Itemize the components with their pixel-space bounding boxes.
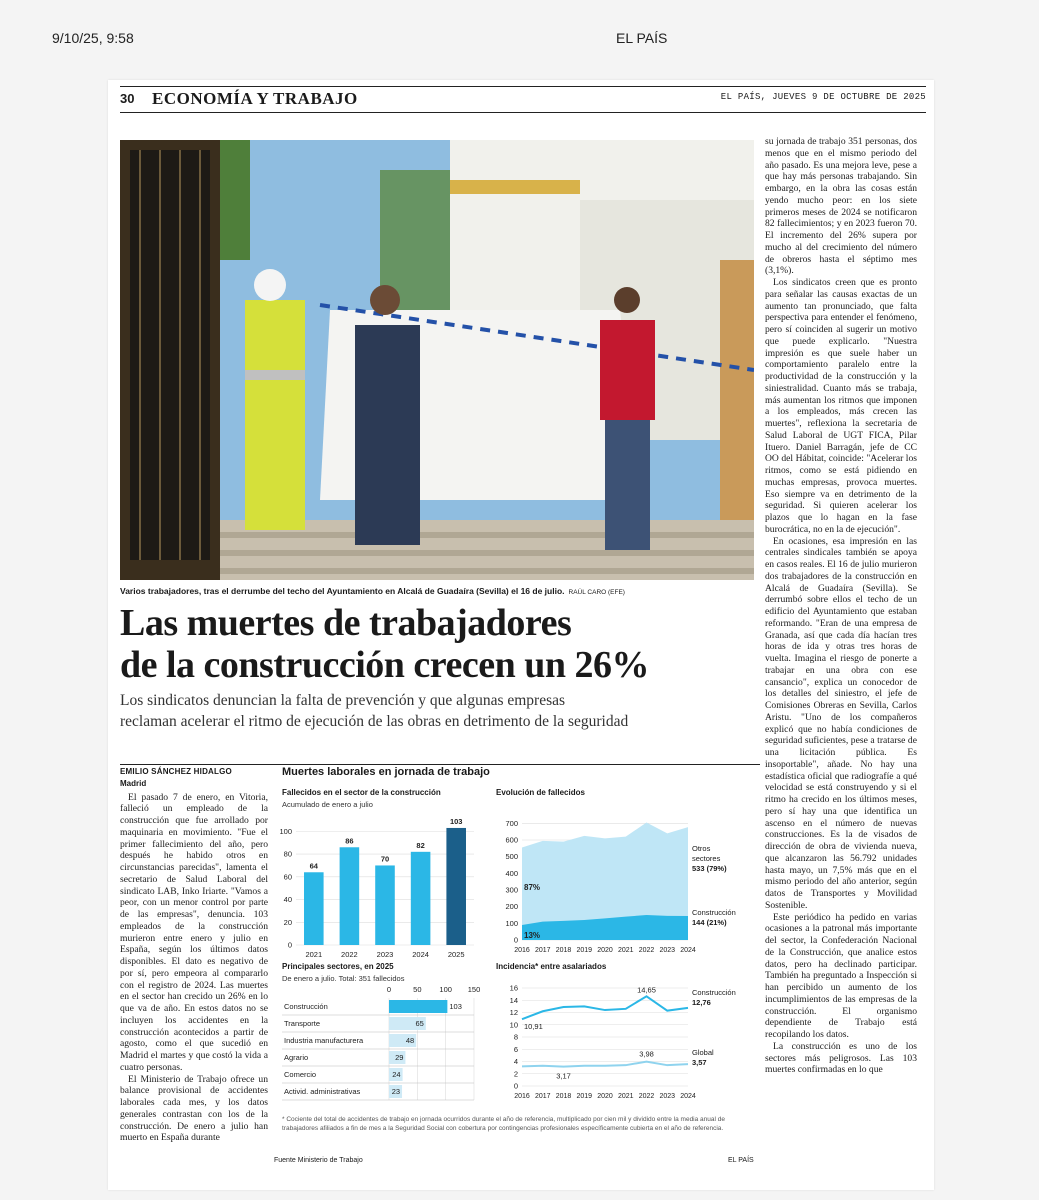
paragraph: En ocasiones, esa impresión en las centrales sindicales también se apoya en casos reales. El 16 de julio murieron dos trabajadores de la construcción en Alcalá de Guadaíra (Sevilla). Se derrumbó sobre ellos el techo de un edificio del Ayuntamiento que estaban reformando. "Eran de una empresa de Granada, así que cada día hacían tres horas de ida y otras tres horas de vuelta. Imagina el riesgo de ponerte a trabajar en una obra con ese cansancio", explica un conocedor de los detalles del siniestro, el jefe de Comisiones Obreras en Sevilla, Carlos Aristu. "Uno de los compañeros explicó que no había condiciones de seguridad suficientes, pese a tratarse de una licitación pública. Es insoportable", añade. No hay una estadística oficial que radiografíe a qué velocidad se está construyendo y si el ritmo ha crecido en los últimos meses, pero sí hay una que identifica un ascenso en el número de nuevas construcciones. Es la de visados de dirección de obra de vivienda nueva, que alcanzaron las 56.792 unidades hasta mayo, un 7,5% más que en el mismo periodo del año anterior, según datos de Transportes y Movilidad Sostenible. (765, 535, 917, 911)
y-tick-label: 200 (505, 902, 518, 912)
area-percent-others: 87% (524, 883, 541, 892)
line-label-first: 10,91 (524, 1022, 543, 1032)
x-tick-label: 2022 (638, 947, 655, 954)
hbar-chart (274, 984, 484, 1109)
hbar-chart-subtitle: De enero a julio. Total: 351 fallecidos (282, 974, 405, 983)
byline-author: EMILIO SÁNCHEZ HIDALGO (120, 767, 232, 776)
page-number: 30 (120, 91, 135, 106)
line-label-global-min: 3,17 (556, 1071, 571, 1081)
page-header (120, 90, 926, 112)
subheadline-line-2: reclaman acelerar el ritmo de ejecución de las obras en detrimento de la seguridad (120, 713, 629, 730)
x-tick-label: 2020 (597, 1093, 613, 1100)
bar (375, 865, 395, 945)
photo-credit: RAÚL CARO (EFE) (568, 589, 625, 596)
area-legend-others-line2: sectores (692, 854, 721, 863)
subheadline-line-1: Los sindicatos denuncian la falta de prevención y que algunas empresas (120, 692, 566, 709)
x-tick-label: 150 (467, 985, 481, 994)
y-tick-label: 0 (287, 940, 292, 950)
bar (340, 847, 360, 945)
area-legend-construction-value: 144 (21%) (692, 918, 727, 927)
x-tick-label: 2019 (576, 1093, 593, 1100)
y-tick-label: 4 (513, 1057, 518, 1066)
caption-text: Varios trabajadores, tras el derrumbe del techo del Ayuntamiento en Alcalá de Guadaíra (Sevilla) el 16 de julio. (120, 586, 565, 596)
headline-line-2: de la construcción crecen un 26% (120, 644, 649, 686)
bar-chart-subtitle: Acumulado de enero a julio (282, 800, 373, 809)
hbar-chart-title: Principales sectores, en 2025 (282, 962, 394, 971)
category-label: Activid. administrativas (284, 1087, 361, 1096)
left-column (120, 766, 268, 1144)
y-tick-label: 100 (505, 918, 518, 928)
infographic (274, 766, 754, 1178)
area-percent-construction: 13% (524, 931, 541, 940)
bar (389, 1000, 447, 1013)
x-tick-label: 2024 (680, 947, 696, 954)
x-tick-label: 2023 (659, 947, 676, 954)
paragraph: Los sindicatos creen que es pronto para señalar las causas exactas de un aumento tan pronunciado, que falta perspectiva para entender el fenómeno, pero sí coinciden al sugerir un motivo que puede explicarlo. "Nuestra impresión es que suele haber un comportamiento paralelo entre la productividad de la construcción y la siniestralidad. Cuanto más se trabaja, más aumentan los ritmos que imponen a los empleados, más crecen las muertes", reflexiona la secretaria de Salud Laboral de UGT FICA, Pilar Ituero. Daniel Barragán, jefe de CC OO del Hábitat, coincide: "Acelerar los ritmos, como se está pidiendo en muchas empresas, provoca muertes. Eso siempre va en detrimento de la seguridad. Si quieren acelerar los plazos que lo hagan en la fase burocrática, no en la de ejecución". (765, 277, 917, 535)
top-rule (120, 86, 926, 87)
infographic-title: Muertes laborales en jornada de trabajo (282, 766, 490, 778)
series-line-0 (522, 996, 688, 1019)
x-tick-label: 2023 (659, 1093, 676, 1100)
x-tick-label: 2023 (376, 950, 394, 959)
y-tick-label: 6 (513, 1044, 518, 1054)
line-legend-construction-line1: Construcción (692, 988, 736, 997)
data-label: 70 (380, 854, 390, 864)
y-tick-label: 60 (283, 872, 292, 882)
y-tick-label: 600 (505, 835, 518, 845)
line-label-peak: 14,65 (637, 985, 656, 995)
paragraph: El pasado 7 de enero, en Vitoria, falleció un empleado de la construcción que fue arrollado por maquinaria en movimiento. "Fue el primer fallecimiento del año, pero después he habido otros en circunstancias parecidas", lamenta el secretario de Salud Laboral del sindicato LAB, Inko Iriarte. "Vamos a peor, con un menor control por parte de las empresas", denuncia. 103 empleados de la construcción murieron entre enero y julio en España, según los últimos datos disponibles. El dato es negativo de por sí, pero empeora al compararlo con el registro de 2024. Las muertes en el sector han crecido un 26% en lo que va de año. En estos datos no se incluyen los accidentes en la construcción acontecidos a partir de agosto, como el que sucedió en Madrid el martes y que costó la vida a cuatro personas. (120, 791, 268, 1073)
y-tick-label: 0 (513, 935, 518, 945)
x-tick-label: 2017 (534, 947, 551, 954)
paragraph: su jornada de trabajo 351 personas, dos menos que en el mismo periodo del año pasado. Es una mejora leve, pese a que hay más personas trabajando. Sin embargo, en la obra las cosas están yendo mucho peor: en los siete primeros meses de 2024 se notificaron 82 fallecimientos; y en 2023 fueron 70. El incremento del 26% supera por mucho al del crecimiento del número de obreros hasta el séptimo mes (3,1%). (765, 136, 917, 277)
y-tick-label: 400 (505, 868, 518, 878)
data-label: 64 (309, 861, 318, 871)
x-tick-label: 2021 (617, 947, 634, 954)
paragraph: La construcción es uno de los sectores más peligrosos. Las 103 muertes confirmadas en lo que (765, 1040, 917, 1076)
bar-chart (274, 810, 484, 960)
area-legend-construction-line1: Construcción (692, 908, 736, 917)
y-tick-label: 12 (509, 1008, 518, 1017)
right-column (765, 136, 917, 1076)
bar (411, 852, 431, 945)
y-tick-label: 300 (505, 885, 518, 895)
header-rule (120, 112, 926, 113)
x-tick-label: 2018 (555, 947, 572, 954)
category-label: Industria manufacturera (284, 1036, 364, 1045)
bar (446, 828, 466, 945)
line-legend-global-line1: Global (692, 1048, 714, 1057)
x-tick-label: 2019 (576, 947, 593, 954)
infographic-brand: EL PAÍS (728, 1157, 754, 1164)
line-legend-construction-value: 12,76 (692, 998, 711, 1007)
x-tick-label: 50 (413, 985, 422, 994)
x-tick-label: 2024 (412, 950, 429, 959)
data-label: 103 (449, 1002, 462, 1011)
y-tick-label: 14 (509, 995, 518, 1005)
area-chart (496, 810, 754, 960)
x-tick-label: 2024 (680, 1093, 696, 1100)
line-legend-construction (692, 988, 736, 1008)
area-legend-construction (692, 908, 736, 928)
area-legend-others-line1: Otros (692, 844, 711, 853)
page-dateline: EL PAÍS, JUEVES 9 DE OCTUBRE DE 2025 (720, 92, 926, 102)
body-rule (120, 764, 760, 765)
print-date: 9/10/25, 9:58 (52, 30, 134, 46)
series-line-1 (522, 1062, 688, 1067)
data-label: 82 (416, 840, 425, 850)
headline (120, 602, 760, 686)
news-photo (120, 140, 754, 580)
line-chart-title: Incidencia* entre asalariados (496, 962, 607, 971)
y-tick-label: 40 (283, 895, 292, 905)
byline-location: Madrid (120, 778, 147, 788)
x-tick-label: 2016 (514, 947, 530, 954)
category-label: Transporte (284, 1019, 320, 1028)
infographic-source: Fuente Ministerio de Trabajo (274, 1157, 363, 1164)
x-tick-label: 2017 (534, 1093, 551, 1100)
x-tick-label: 100 (439, 985, 452, 994)
line-legend-global-value: 3,57 (692, 1058, 707, 1067)
subheadline (120, 690, 760, 732)
photo-illustration (120, 140, 754, 580)
y-tick-label: 0 (513, 1081, 518, 1091)
infographic-footnote: * Cociente del total de accidentes de trabajo en jornada ocurridos durante el año de referencia, multiplicado por cien mil y dividido entre la media anual de trabajadores afiliados a fin de mes a la Seguridad Social con cobertura por contingencias profesionales específicamente cubierta en el año de referencia. (282, 1116, 725, 1132)
x-tick-label: 2021 (305, 950, 323, 959)
y-tick-label: 700 (505, 818, 518, 828)
x-tick-label: 2025 (447, 950, 465, 959)
y-tick-label: 10 (509, 1020, 518, 1030)
print-header (0, 30, 1039, 50)
y-tick-label: 2 (513, 1069, 518, 1079)
data-label: 24 (392, 1070, 401, 1079)
data-label: 86 (345, 836, 354, 846)
x-tick-label: 2018 (555, 1093, 572, 1100)
x-tick-label: 2022 (341, 950, 358, 959)
x-tick-label: 2016 (514, 1093, 530, 1100)
paragraph: El Ministerio de Trabajo ofrece un balance provisional de accidentes laborales cada mes, y los datos generales contrastan con los de la construcción. De enero a julio han muerto en España durante (120, 1073, 268, 1144)
section-title: ECONOMÍA Y TRABAJO (152, 89, 358, 108)
print-site-title: EL PAÍS (616, 30, 668, 46)
area-legend-others (692, 844, 727, 874)
photo-caption (120, 586, 754, 596)
y-tick-label: 16 (509, 983, 518, 993)
newspaper-page (108, 80, 934, 1190)
data-label: 48 (405, 1036, 415, 1045)
x-tick-label: 2020 (597, 947, 613, 954)
y-tick-label: 500 (505, 852, 518, 862)
line-label-global-peak: 3,98 (639, 1049, 654, 1059)
headline-line-1: Las muertes de trabajadores (120, 602, 572, 644)
x-tick-label: 2022 (638, 1093, 655, 1100)
x-tick-label: 2021 (617, 1093, 634, 1100)
y-tick-label: 20 (283, 917, 292, 927)
x-tick-label: 0 (386, 985, 392, 994)
data-label: 103 (449, 816, 463, 826)
paragraph: Este periódico ha pedido en varias ocasiones a la patronal más importante del sector, la Confederación Nacional de la Construcción, que analice estos datos, pero ha declinado participar. También ha preguntado a Inspección si han percibido un aumento de los incumplimientos de las empresas de la construcción. El organismo dependiente de Trabajo está recopilando los datos. (765, 911, 917, 1040)
area-legend-others-value: 533 (79%) (692, 864, 727, 873)
y-tick-label: 80 (283, 849, 292, 859)
category-label: Comercio (284, 1070, 317, 1079)
bar (304, 872, 324, 945)
category-label: Construcción (284, 1002, 328, 1011)
data-label: 29 (395, 1053, 404, 1062)
y-tick-label: 100 (279, 826, 292, 836)
category-label: Agrario (284, 1053, 309, 1062)
bar-chart-title: Fallecidos en el sector de la construcción (282, 788, 441, 797)
y-tick-label: 8 (513, 1032, 518, 1042)
area-chart-title: Evolución de fallecidos (496, 788, 585, 797)
data-label: 23 (391, 1087, 401, 1096)
data-label: 65 (415, 1019, 424, 1028)
line-legend-global (692, 1048, 714, 1068)
